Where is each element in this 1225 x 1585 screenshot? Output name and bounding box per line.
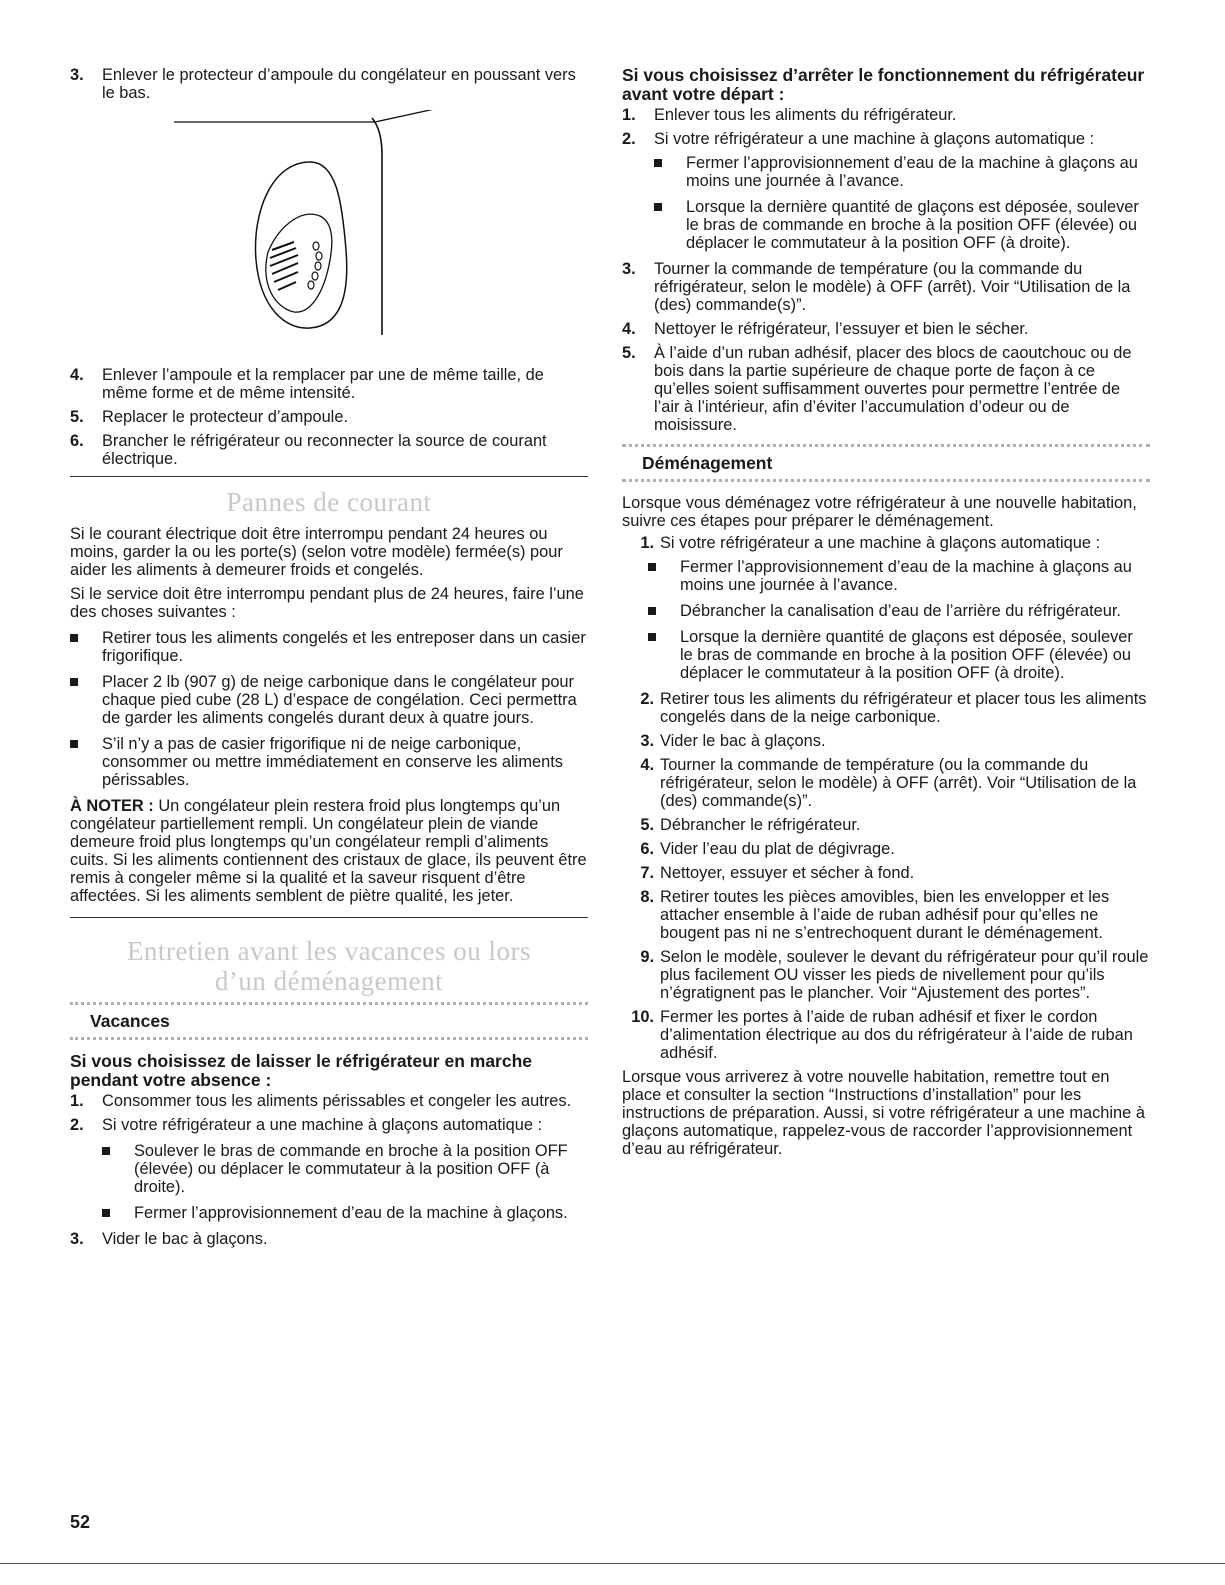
list-item: 3. Enlever le protecteur d’ampoule du congélateur en poussant vers le bas. <box>70 66 576 102</box>
bulb-cover-illustration <box>160 110 588 366</box>
list-item: 7. Nettoyer, essuyer et sécher à fond. <box>640 864 915 882</box>
heading-stop-running: Si vous choisissez d’arrêter le fonctionnement du réfrigérateur avant votre départ : <box>622 65 1145 104</box>
paragraph: Lorsque vous déménagez votre réfrigérateur à une nouvelle habitation, suivre ces étapes pour préparer le déménagement. <box>622 494 1137 530</box>
list-item: Fermer l’approvisionnement d’eau de la machine à glaçons au moins une journée à l’avance. <box>654 154 1150 190</box>
note-text: Un congélateur plein restera froid plus longtemps qu’un congélateur partiellement rempli. Un congélateur plein de viande demeure froid plus longtemps qu’un congélateur rempli d’aliments cuits. Si les aliments contiennent des cristaux de glace, ils peuvent être remis à congeler même si la qualité et la saveur risquent d’être affectées. Si les aliments semblent de piètre qualité, les jeter. <box>70 797 587 905</box>
list-item: Lorsque la dernière quantité de glaçons est déposée, soulever le bras de commande en broche à la position OFF (élevée) ou déplacer le commutateur à la position OFF (à droite). <box>648 628 1150 682</box>
right-column <box>622 66 1150 1158</box>
bulb-steps-top <box>70 66 588 102</box>
section-divider <box>70 476 588 477</box>
list-item: 1. Si votre réfrigérateur a une machine à glaçons automatique : Fermer l’approvisionnement d’eau de la machine à glaçons au moins une journée à l’avance. Débrancher la canalisation d’eau de l’arrière du réfrigérateur. Lorsque la dernière quantité de glaçons est déposée, soulever le bras de commande en broche à la position OFF (élevée) ou déplacer le commutateur à la position OFF (à droite). <box>622 534 1150 682</box>
note-paragraph <box>70 797 588 905</box>
list-item: Fermer l’approvisionnement d’eau de la machine à glaçons. <box>102 1204 588 1222</box>
list-item: 3. Vider le bac à glaçons. <box>70 1230 268 1248</box>
list-item: 4. Nettoyer le réfrigérateur, l’essuyer et bien le sécher. <box>622 320 1029 338</box>
list-item: 6. Brancher le réfrigérateur ou reconnecter la source de courant électrique. <box>70 432 547 468</box>
list-item: 4. Enlever l’ampoule et la remplacer par une de même taille, de même forme et de même intensité. <box>70 366 544 402</box>
paragraph: Si le courant électrique doit être interrompu pendant 24 heures ou moins, garder la ou les porte(s) (selon votre modèle) fermée(s) pour aider les aliments à demeurer froids et congelés. <box>70 525 563 579</box>
list-item: 2. Si votre réfrigérateur a une machine à glaçons automatique : Fermer l’approvisionnement d’eau de la machine à glaçons au moins une journée à l’avance. Lorsque la dernière quantité de glaçons est déposée, soulever le bras de commande en broche à la position OFF (élevée) ou déplacer le commutateur à la position OFF (à droite). <box>622 130 1150 252</box>
list-item: 2. Si votre réfrigérateur a une machine à glaçons automatique : Soulever le bras de commande en broche à la position OFF (élevée) ou déplacer le commutateur à la position OFF (à droite). Fermer l’approvisionnement d’eau de la machine à glaçons. <box>70 1116 588 1222</box>
list-item: 9. Selon le modèle, soulever le devant du réfrigérateur pour qu’il roule plus facilement OU visser les pieds de nivellement pour qu’ils n’égratignent pas le plancher. Voir “Ajustement des portes”. <box>640 948 1149 1002</box>
list-item: 5. Débrancher le réfrigérateur. <box>640 816 861 834</box>
list-item: 4. Tourner la commande de température (ou la commande du réfrigérateur, selon le modèle) à OFF (arrêt). Voir “Utilisation de la (des) commande(s)”. <box>640 756 1137 810</box>
vacation-steps <box>70 1092 588 1248</box>
list-item: Débrancher la canalisation d’eau de l’arrière du réfrigérateur. <box>648 602 1150 620</box>
list-item: 3. Tourner la commande de température (ou la commande du réfrigérateur, selon le modèle) à OFF (arrêt). Voir “Utilisation de la (des) commande(s)”. <box>622 260 1131 314</box>
list-item: 1. Consommer tous les aliments périssables et congeler les autres. <box>70 1092 572 1110</box>
page-number: 52 <box>70 1512 91 1532</box>
list-item: Retirer tous les aliments congelés et les entreposer dans un casier frigorifique. <box>70 629 588 665</box>
bulb-steps <box>70 366 588 468</box>
note-label: À NOTER : <box>70 797 154 815</box>
left-column <box>70 66 588 1254</box>
list-item: 10. Fermer les portes à l’aide de ruban adhésif et fixer le cordon d’alimentation électrique au dos du réfrigérateur à l’aide de ruban adhésif. <box>631 1008 1133 1062</box>
section-title-line-2: d’un déménagement <box>214 966 444 996</box>
vacation-step2-bullets <box>102 1142 588 1222</box>
list-item: 5. Replacer le protecteur d’ampoule. <box>70 408 348 426</box>
subheading-moving: Déménagement <box>622 444 1150 482</box>
list-item: 1. Enlever tous les aliments du réfrigérateur. <box>622 106 957 124</box>
outage-bullets <box>70 629 588 789</box>
list-item: S’il n’y a pas de casier frigorifique ni de neige carbonique, consommer ou mettre immédiatement en conserve les aliments périssables. <box>70 735 588 789</box>
list-item: Soulever le bras de commande en broche à la position OFF (élevée) ou déplacer le commutateur à la position OFF (à droite). <box>102 1142 588 1196</box>
heading-keep-running: Si vous choisissez de laisser le réfrigérateur en marche pendant votre absence : <box>70 1051 533 1090</box>
list-item: 6. Vider l’eau du plat de dégivrage. <box>640 840 895 858</box>
list-item: Placer 2 lb (907 g) de neige carbonique dans le congélateur pour chaque pied cube (28 L) d’espace de congélation. Ceci permettra de garder les aliments congelés durant deux à quatre jours. <box>70 673 588 727</box>
list-item: 5. À l’aide d’un ruban adhésif, placer des blocs de caoutchouc ou de bois dans la partie supérieure de chaque porte de façon à ce qu’elles soient suffisamment ouvertes pour permettre l’entrée de l’air à l’intérieur, afin d’éviter l’accumulation d’odeur ou de moisissure. <box>622 344 1132 434</box>
moving-step1-bullets <box>648 558 1150 682</box>
list-item: 2. Retirer tous les aliments du réfrigérateur et placer tous les aliments congelés dans de la neige carbonique. <box>640 690 1147 726</box>
paragraph: Lorsque vous arriverez à votre nouvelle habitation, remettre tout en place et consulter la section “Instructions d’installation” pour les instructions de préparation. Aussi, si votre réfrigérateur a une machine à glaçons automatique, rappelez-vous de raccorder l’approvisionnement d’eau au réfrigérateur. <box>622 1068 1145 1158</box>
stop-steps <box>622 106 1150 434</box>
moving-steps <box>622 534 1150 1062</box>
section-title-maintenance <box>70 936 588 996</box>
section-title-power-outage: Pannes de courant <box>226 487 432 517</box>
list-item: 3. Vider le bac à glaçons. <box>640 732 826 750</box>
stop-step2-bullets <box>654 154 1150 252</box>
list-item: 8. Retirer toutes les pièces amovibles, bien les envelopper et les attacher ensemble à l’aide de ruban adhésif pour qu’elles ne bougent pas ni ne s’entrechoquent durant le déménagement. <box>640 888 1110 942</box>
subheading-vacation: Vacances <box>70 1002 588 1040</box>
page-bottom-rule <box>0 1563 1225 1564</box>
list-item: Fermer l’approvisionnement d’eau de la machine à glaçons au moins une journée à l’avance. <box>648 558 1150 594</box>
bulb-cover-diagram <box>160 110 500 360</box>
list-item: Lorsque la dernière quantité de glaçons est déposée, soulever le bras de commande en broche à la position OFF (élevée) ou déplacer le commutateur à la position OFF (à droite). <box>654 198 1150 252</box>
section-divider <box>70 917 588 918</box>
paragraph: Si le service doit être interrompu pendant plus de 24 heures, faire l’une des choses suivantes : <box>70 585 584 621</box>
section-title-line-1: Entretien avant les vacances ou lors <box>126 936 532 966</box>
